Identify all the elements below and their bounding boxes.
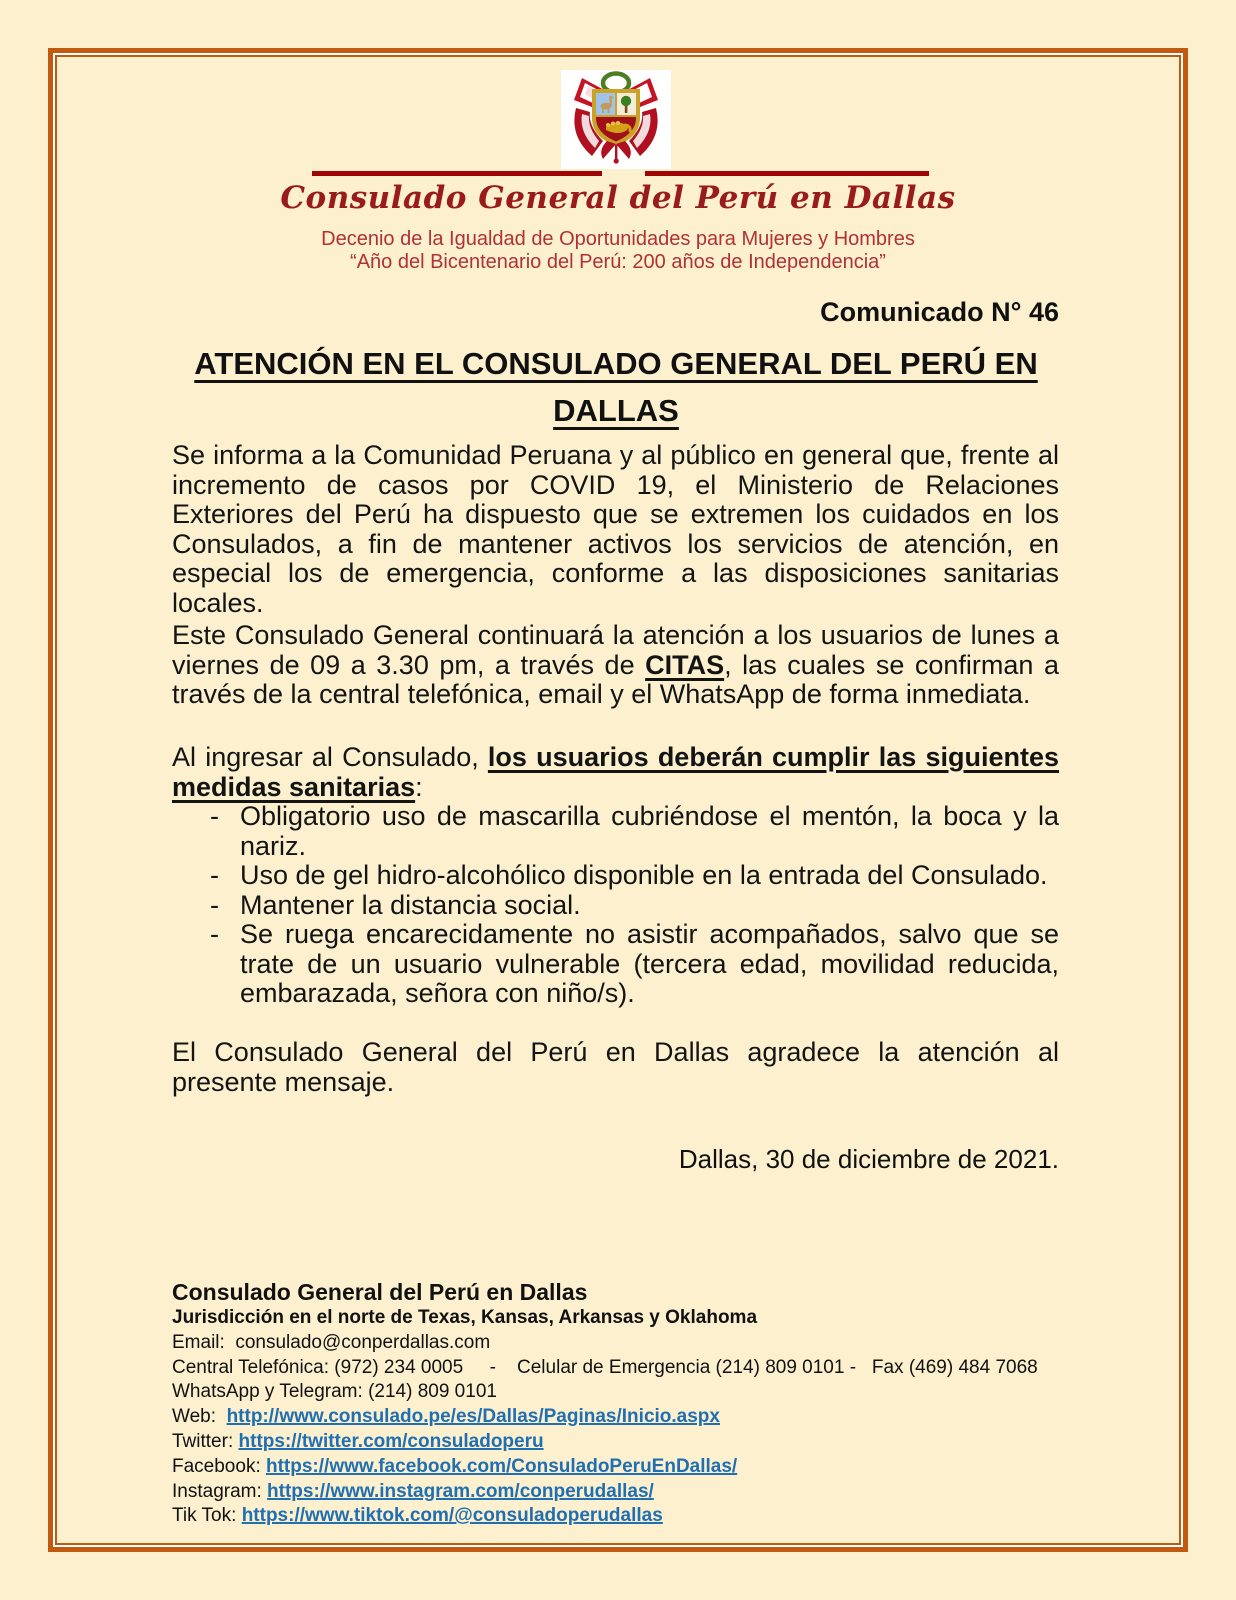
instagram-label: Instagram: — [172, 1480, 268, 1502]
twitter-link[interactable]: https://twitter.com/consuladoperu — [238, 1430, 544, 1452]
tiktok-label: Tik Tok: — [172, 1505, 242, 1527]
paragraph-schedule-post: , las cuales se confirman a través de la central telefónica, email y el WhatsApp de forma inmediata. — [172, 649, 1059, 709]
footer-whatsapp-line: WhatsApp y Telegram: (214) 809 0101 — [172, 1381, 497, 1403]
instagram-link[interactable]: https://www.instagram.com/conperudallas/ — [267, 1480, 654, 1502]
footer-jurisdiction: Jurisdicción en el norte de Texas, Kansas, Arkansas y Oklahoma — [172, 1307, 758, 1328]
list-item-text: Obligatorio uso de mascarilla cubriéndose el mentón, la boca y la nariz. — [240, 801, 1059, 861]
paragraph-schedule-pre: Este Consulado General continuará la atención a los usuarios de lunes a viernes de 09 a 3.30 pm, a través de — [172, 620, 1059, 680]
date-line: Dallas, 30 de diciembre de 2021. — [678, 1144, 1059, 1174]
twitter-label: Twitter: — [172, 1430, 239, 1452]
paragraph-closing: El Consulado General del Perú en Dallas agradece la atención al presente mensaje. — [172, 1037, 1059, 1097]
motto-line-2: “Año del Bicentenario del Perú: 200 años de Independencia” — [350, 251, 886, 273]
measures-emphasis: los usuarios deberán cumplir las siguientes medidas sanitarias — [172, 742, 1059, 802]
footer-twitter-row — [172, 1430, 1092, 1455]
list-item-text: Uso de gel hidro-alcohólico disponible en la entrada del Consulado. — [240, 860, 1048, 890]
citas-emphasis: CITAS — [645, 649, 725, 680]
web-label: Web: — [172, 1406, 227, 1428]
footer-facebook-row — [172, 1455, 1092, 1480]
motto-line-1: Decenio de la Igualdad de Oportunidades para Mujeres y Hombres — [321, 228, 915, 250]
footer-email-line: Email: consulado@conperdallas.com — [172, 1331, 491, 1353]
list-item — [172, 861, 1059, 891]
web-link[interactable]: http://www.consulado.pe/es/Dallas/Paginas/Inicio.aspx — [226, 1406, 720, 1428]
consulate-title: Consulado General del Perú en Dallas — [280, 180, 956, 216]
tiktok-link[interactable]: https://www.tiktok.com/@consuladoperudallas — [241, 1505, 663, 1527]
header-motto — [0, 228, 1236, 274]
paragraph-intro: Se informa a la Comunidad Peruana y al público en general que, frente al incremento de casos por COVID 19, el Ministerio de Relaciones Exteriores del Perú ha dispuesto que se extremen los cuidados en los Consulados, a fin de mantener activos los servicios de atención, en especial los de emergencia, conforme a las disposiciones sanitarias locales. — [172, 440, 1059, 618]
paragraph-schedule — [172, 621, 1059, 710]
peru-coat-of-arms — [561, 70, 671, 169]
list-item-text: Mantener la distancia social. — [240, 889, 581, 920]
header-rule-right — [645, 171, 929, 176]
facebook-link[interactable]: https://www.facebook.com/ConsuladoPeruEnDallas/ — [266, 1455, 738, 1477]
list-item — [172, 920, 1059, 1009]
comunicado-number: Comunicado N° 46 — [820, 297, 1059, 327]
paragraph-measures-post: : — [415, 771, 423, 802]
footer-org-name: Consulado General del Perú en Dallas — [172, 1279, 588, 1305]
list-item — [172, 802, 1059, 861]
footer-phone-line: Central Telefónica: (972) 234 0005 - Celular de Emergencia (214) 809 0101 - Fax (469) 484 7068 — [172, 1356, 1038, 1378]
document-title-line-2: DALLAS — [553, 393, 679, 428]
footer-tiktok-row — [172, 1504, 1092, 1529]
list-item — [172, 891, 1059, 921]
document-title-line-1: ATENCIÓN EN EL CONSULADO GENERAL DEL PERÚ EN — [194, 346, 1038, 381]
sanitary-measures-list — [172, 802, 1059, 1009]
paragraph-measures-intro — [172, 743, 1059, 802]
footer-contact-block — [172, 1279, 1092, 1529]
footer-web-row — [172, 1405, 1092, 1430]
footer-instagram-row — [172, 1480, 1092, 1505]
list-item-text: Se ruega encarecidamente no asistir acompañados, salvo que se trate de un usuario vulnerable (tercera edad, movilidad reducida, embarazada, señora con niño/s). — [240, 919, 1059, 1008]
document-title — [160, 340, 1072, 434]
header-rule-left — [312, 171, 602, 176]
paragraph-measures-pre: Al ingresar al Consulado, — [172, 742, 488, 772]
facebook-label: Facebook: — [172, 1455, 266, 1477]
